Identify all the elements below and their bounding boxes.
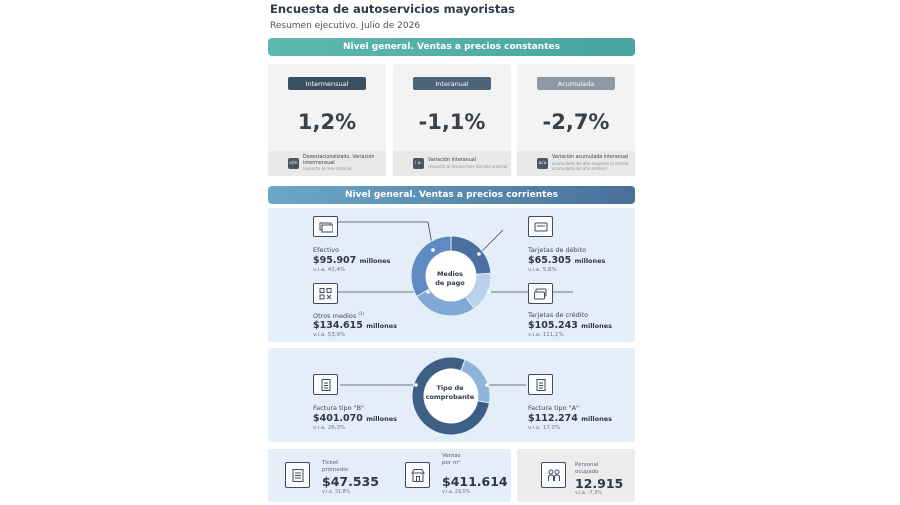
voucher-types-panel bbox=[268, 348, 635, 442]
voucher-donut-center-label bbox=[422, 384, 478, 402]
value-amount: $134.615 bbox=[313, 320, 363, 331]
kpi-footer-text bbox=[552, 155, 635, 172]
kpi-card-acumulada bbox=[517, 64, 635, 176]
ticket-label bbox=[322, 460, 348, 473]
value-unit: millones bbox=[359, 257, 391, 265]
kpi-value: 1,2% bbox=[297, 110, 357, 134]
value-unit: millones bbox=[581, 415, 613, 423]
credit-card-icon bbox=[528, 283, 553, 304]
sales-m2-variation: v.i.a. 29,5% bbox=[442, 490, 471, 495]
staff-variation: v.i.a. -7,3% bbox=[575, 491, 602, 496]
payment-label-otros bbox=[313, 311, 364, 320]
donut-label-line: de pago bbox=[435, 279, 465, 287]
voucher-value-b bbox=[313, 413, 397, 424]
store-icon bbox=[405, 462, 430, 488]
payment-donut-center-label bbox=[432, 270, 468, 288]
cash-icon bbox=[313, 216, 338, 237]
sales-m2-value: $411.614 bbox=[442, 474, 508, 489]
ticket-variation: v.i.a. 31,8% bbox=[322, 490, 351, 495]
payment-var-otros: v.i.a. 53,9% bbox=[313, 332, 346, 338]
payment-label-efectivo: Efectivo bbox=[313, 246, 340, 254]
kpi-value: -1,1% bbox=[418, 110, 486, 134]
value-amount: $112.274 bbox=[528, 413, 578, 424]
payment-var-efectivo: v.i.a. 43,4% bbox=[313, 267, 346, 273]
label-line: Personal bbox=[575, 462, 599, 468]
ticket-value: $47.535 bbox=[322, 474, 379, 489]
kpi-tag: Intermensual bbox=[288, 77, 366, 90]
kpi-value: -2,7% bbox=[542, 110, 610, 134]
donut-label-line: Medios bbox=[436, 270, 464, 278]
value-unit: millones bbox=[366, 322, 398, 330]
staff-label bbox=[575, 462, 599, 475]
value-amount: $401.070 bbox=[313, 413, 363, 424]
label-line: por m² bbox=[442, 459, 461, 466]
invoice-a-icon bbox=[528, 374, 553, 395]
staff-value: 12.915 bbox=[575, 476, 624, 491]
qr-code-icon bbox=[313, 283, 338, 304]
kpi-footer-text bbox=[303, 155, 386, 172]
footnote-mark: (1) bbox=[358, 311, 364, 316]
voucher-var-a: v.i.a. 17,0% bbox=[528, 425, 561, 431]
donut-label-line: Tipo de bbox=[436, 384, 464, 392]
kpi-tag: Interanual bbox=[413, 77, 491, 90]
section-banner-constant: Nivel general. Ventas a precios constantes bbox=[268, 38, 635, 56]
label-line: promedio bbox=[322, 466, 349, 473]
section-banner-current: Nivel general. Ventas a precios corrientes bbox=[268, 186, 635, 204]
label-line: Ticket bbox=[322, 460, 339, 466]
value-unit: millones bbox=[574, 257, 606, 265]
kpi-footer-title: Variación interanual bbox=[428, 157, 477, 163]
kpi-footer-title: Desestacionalizado. Variación intermensual bbox=[303, 155, 375, 166]
seasonal-badge-icon: s/m bbox=[288, 158, 299, 169]
voucher-value-a bbox=[528, 413, 612, 424]
kpi-footer-title: Variación acumulada interanual bbox=[552, 155, 629, 161]
sales-m2-label bbox=[442, 453, 461, 466]
page-title: Encuesta de autoservicios mayoristas bbox=[270, 2, 515, 16]
kpi-card-intermensual bbox=[268, 64, 386, 176]
kpi-card-interanual bbox=[393, 64, 511, 176]
label-line: ocupado bbox=[575, 468, 599, 475]
payment-value-credito bbox=[528, 320, 612, 331]
year-badge-icon: i.a. bbox=[413, 158, 424, 169]
kpi-footer-text bbox=[428, 158, 508, 169]
debit-card-icon bbox=[528, 216, 553, 237]
value-amount: $65.305 bbox=[528, 255, 572, 266]
label-line: Ventas bbox=[442, 453, 461, 459]
payment-value-efectivo bbox=[313, 255, 390, 266]
value-unit: millones bbox=[581, 322, 613, 330]
people-icon bbox=[541, 462, 566, 488]
payment-label-debito: Tarjetas de débito bbox=[528, 246, 587, 254]
ticket-and-sales-card bbox=[268, 449, 511, 502]
cumulative-badge-icon: acu bbox=[537, 158, 548, 169]
kpi-footer bbox=[517, 151, 635, 176]
staff-card bbox=[517, 449, 635, 502]
value-unit: millones bbox=[366, 415, 398, 423]
payment-value-otros bbox=[313, 320, 397, 331]
invoice-b-icon bbox=[313, 374, 338, 395]
kpi-footer-sub: acumulado del año respecto al mismo acumulado del año anterior bbox=[552, 160, 629, 172]
kpi-footer bbox=[393, 151, 511, 176]
kpi-footer-sub: respecto al mismo mes del año anterior bbox=[428, 163, 508, 169]
kpi-footer bbox=[268, 151, 386, 176]
label-text: Otros medios bbox=[313, 312, 357, 321]
voucher-label-a: Factura tipo "A" bbox=[528, 404, 580, 412]
payment-var-credito: v.i.a. 111,1% bbox=[528, 332, 564, 338]
receipt-icon bbox=[285, 462, 310, 488]
page-subtitle: Resumen ejecutivo. Julio de 2026 bbox=[270, 21, 421, 31]
payment-methods-panel bbox=[268, 208, 635, 342]
kpi-footer-sub: respecto al mes anterior bbox=[303, 166, 352, 172]
payment-value-debito bbox=[528, 255, 605, 266]
payment-label-credito: Tarjetas de crédito bbox=[528, 311, 589, 319]
value-amount: $95.907 bbox=[313, 255, 357, 266]
donut-label-line: comprobante bbox=[425, 393, 475, 401]
kpi-tag: Acumulada bbox=[537, 77, 615, 90]
value-amount: $105.243 bbox=[528, 320, 578, 331]
voucher-var-b: v.i.a. 26,3% bbox=[313, 425, 346, 431]
voucher-label-b: Factura tipo "B" bbox=[313, 404, 365, 412]
payment-var-debito: v.i.a. 5,8% bbox=[528, 267, 557, 273]
